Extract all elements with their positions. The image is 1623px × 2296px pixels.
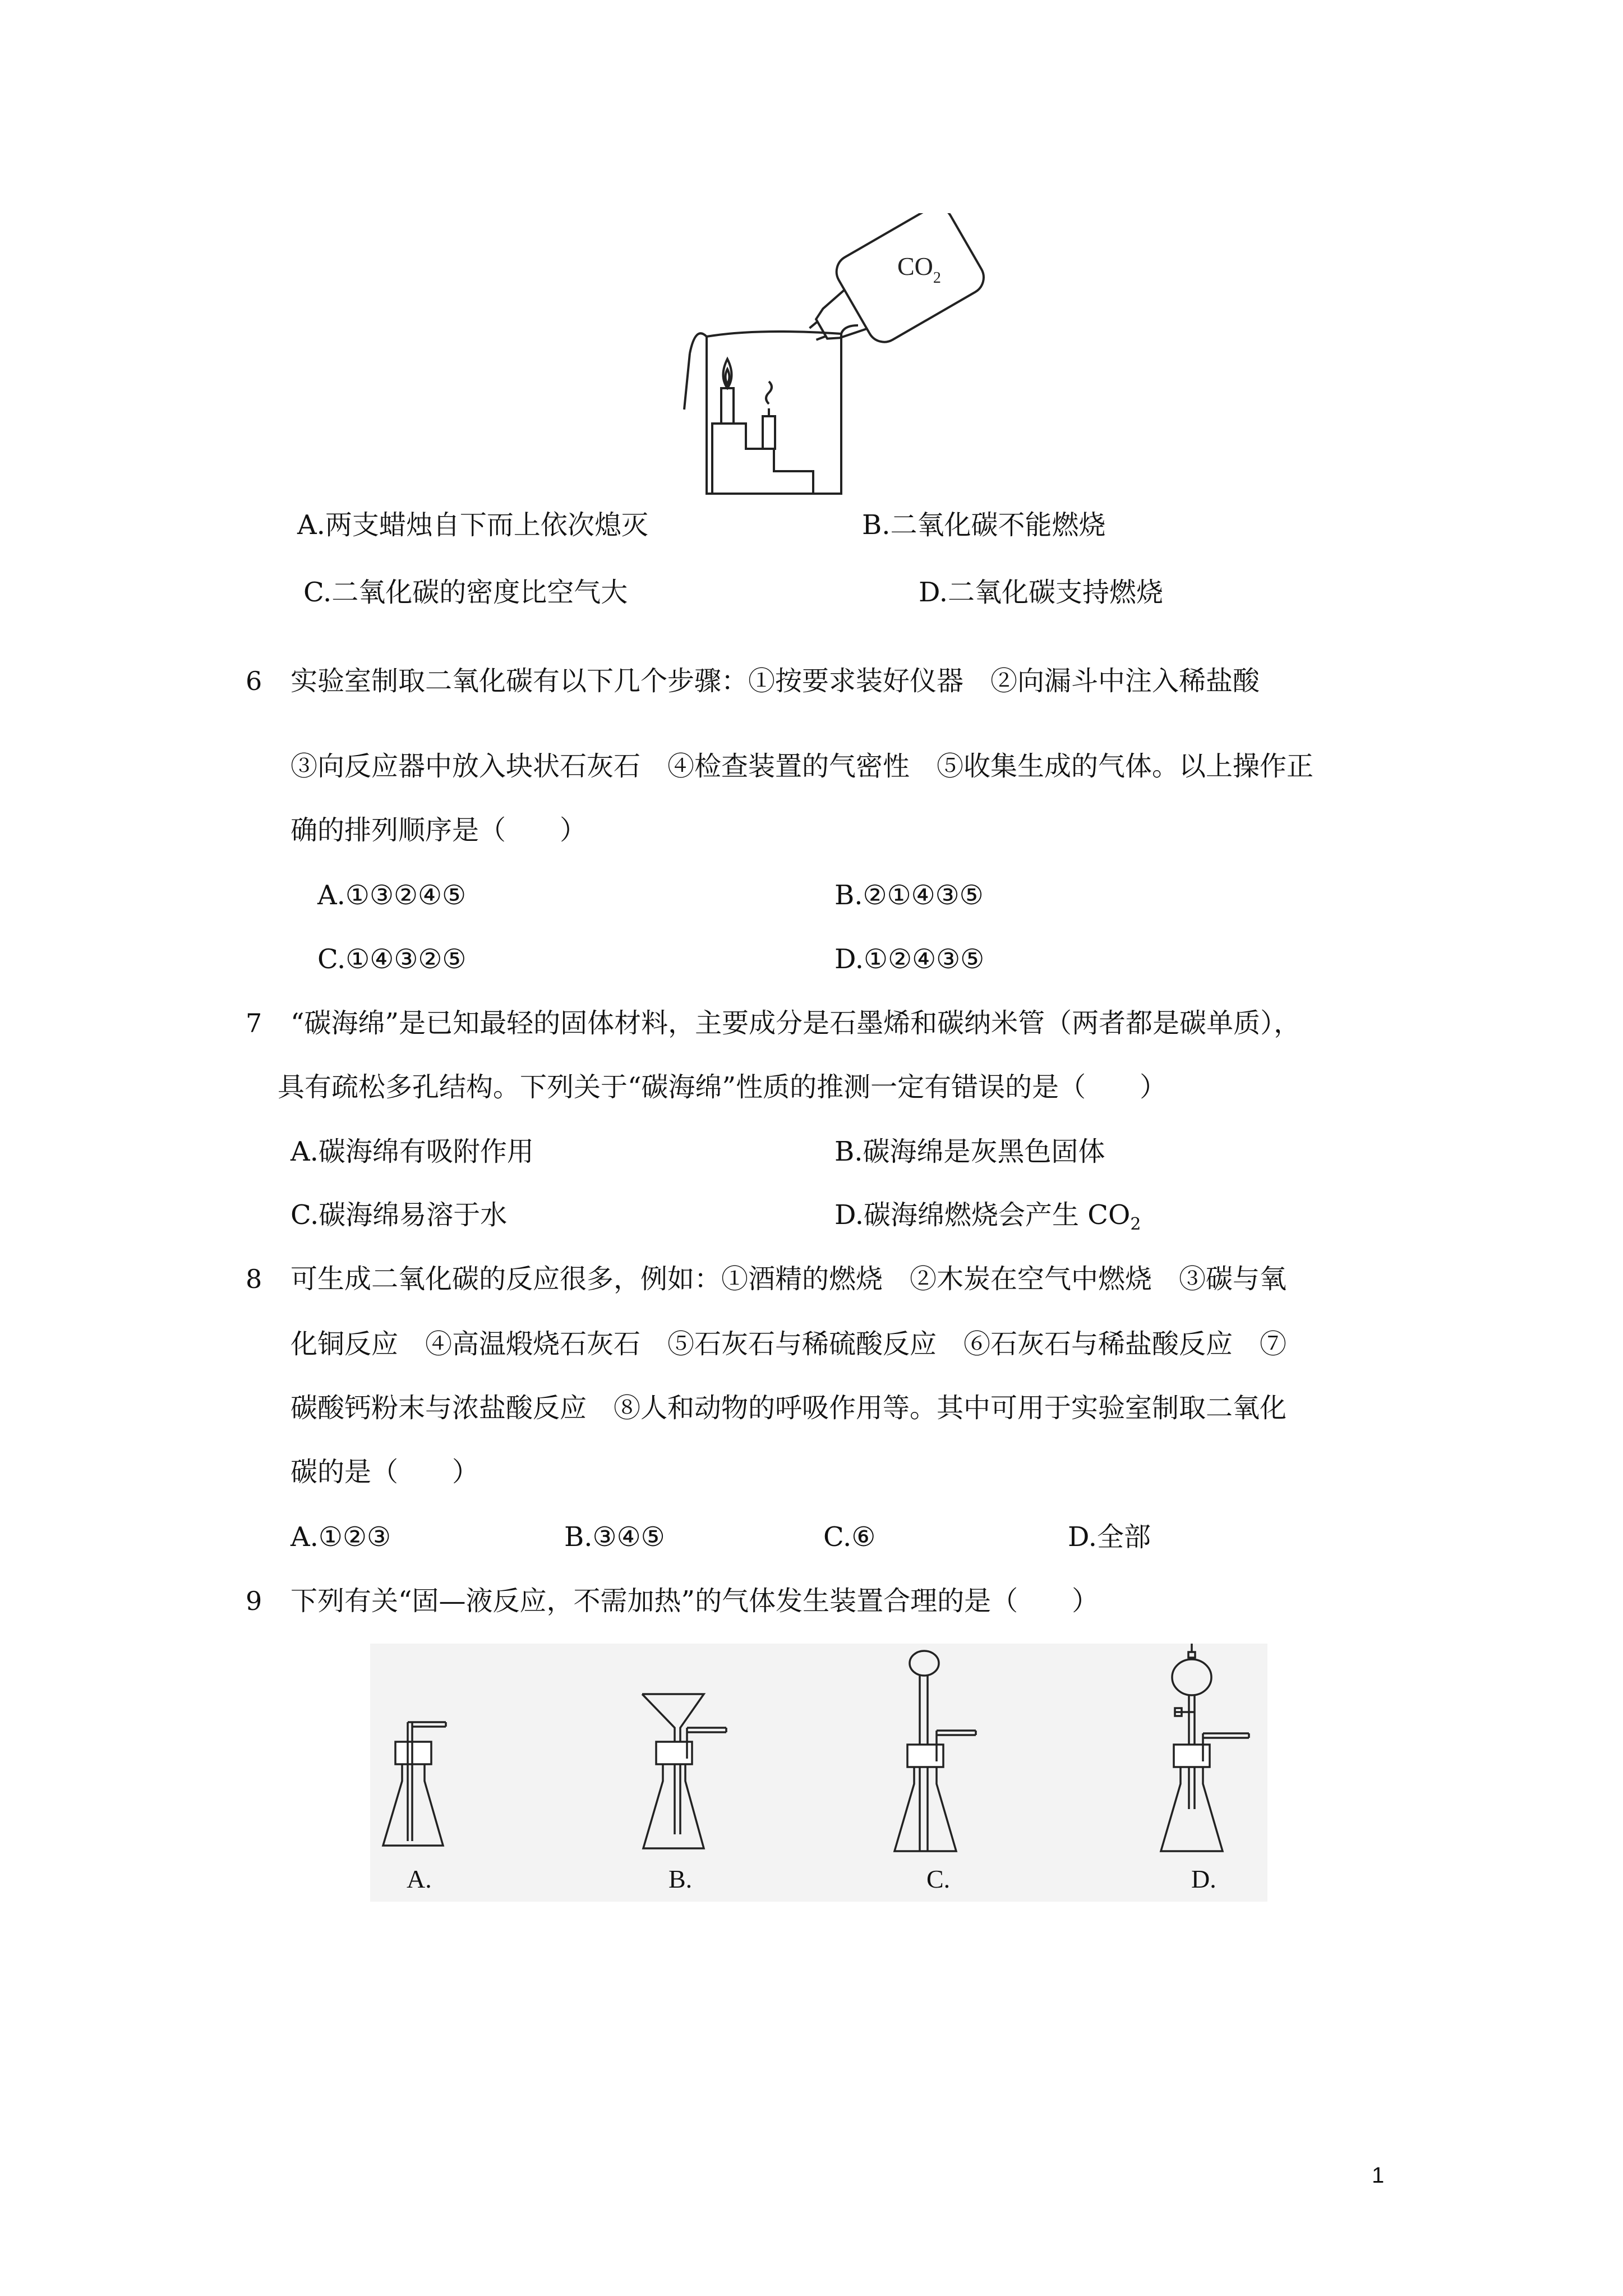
q7-option-a: A.碳海绵有吸附作用 [291,1136,534,1167]
q7-stem-line2: 具有疏松多孔结构。下列关于“碳海绵”性质的推测一定有错误的是（ ） [278,1071,1167,1103]
q6-stem-line2: ③向反应器中放入块状石灰石 ④检查装置的气密性 ⑤收集生成的气体。以上操作正 [291,751,1314,782]
page-number: 1 [1372,2163,1385,2188]
co2-pouring-figure [673,213,987,505]
q7-option-d-sub: 2 [1130,1214,1141,1234]
q6-number: 6 [246,666,262,696]
apparatus-b-flask-funnel [631,1683,743,1862]
co2-figure-label-sub: 2 [933,269,941,287]
q8-stem-line2: 化铜反应 ④高温煅烧石灰石 ⑤石灰石与稀硫酸反应 ⑥石灰石与稀盐酸反应 ⑦ [291,1328,1287,1360]
gas-generator-figure [370,1644,1267,1902]
q9-stem-line1: 下列有关“固—液反应，不需加热”的气体发生装置合理的是（ ） [291,1585,1099,1617]
q7-stem-line1: “碳海绵”是已知最轻的固体材料，主要成分是石墨烯和碳纳米管（两者都是碳单质）， [291,1007,1301,1039]
q6-stem-line1: 实验室制取二氧化碳有以下几个步骤：①按要求装好仪器 ②向漏斗中注入稀盐酸 [291,665,1260,697]
apparatus-label-b: B. [668,1865,693,1893]
apparatus-c-long-neck-funnel [892,1646,993,1865]
q6-option-a: A.①③②④⑤ [317,880,467,911]
q8-stem-line1: 可生成二氧化碳的反应很多，例如：①酒精的燃烧 ②木炭在空气中燃烧 ③碳与氧 [291,1263,1287,1295]
q8-stem-line3: 碳酸钙粉末与浓盐酸反应 ⑧人和动物的呼吸作用等。其中可用于实验室制取二氧化 [291,1392,1287,1424]
q5-option-c: C.二氧化碳的密度比空气大 [303,577,628,608]
q7-option-d [834,1198,1141,1241]
q8-option-a: A.①②③ [291,1521,391,1553]
q7-number: 7 [246,1008,262,1038]
q8-stem-line4: 碳的是（ ） [291,1456,479,1488]
q9-number: 9 [246,1586,262,1616]
q5-option-b: B.二氧化碳不能燃烧 [862,509,1106,541]
q8-option-b: B.③④⑤ [564,1521,665,1553]
apparatus-label-c: C. [926,1865,951,1893]
apparatus-a-flask [373,1717,474,1857]
q7-option-b: B.碳海绵是灰黑色固体 [834,1136,1105,1167]
q8-option-d: D.全部 [1068,1521,1151,1553]
q7-option-c: C.碳海绵易溶于水 [291,1199,508,1231]
svg-text:CO2 [897,252,941,287]
q6-option-b: B.②①④③⑤ [834,880,984,911]
apparatus-label-d: D. [1191,1865,1216,1893]
q5-option-a: A.两支蜡烛自下而上依次熄灭 [297,509,648,541]
q6-option-d: D.①②④③⑤ [834,944,985,975]
apparatus-d-separatory-funnel [1158,1641,1270,1865]
q5-option-d: D.二氧化碳支持燃烧 [919,577,1164,608]
q7-option-d-text: D.碳海绵燃烧会产生 CO [834,1199,1131,1231]
q8-number: 8 [246,1264,262,1294]
q6-stem-line3: 确的排列顺序是（ ） [291,815,587,846]
q6-option-c: C.①④③②⑤ [317,944,467,975]
apparatus-label-a: A. [407,1865,432,1893]
co2-figure-label: CO [897,252,933,280]
q8-option-c: C.⑥ [823,1521,876,1553]
